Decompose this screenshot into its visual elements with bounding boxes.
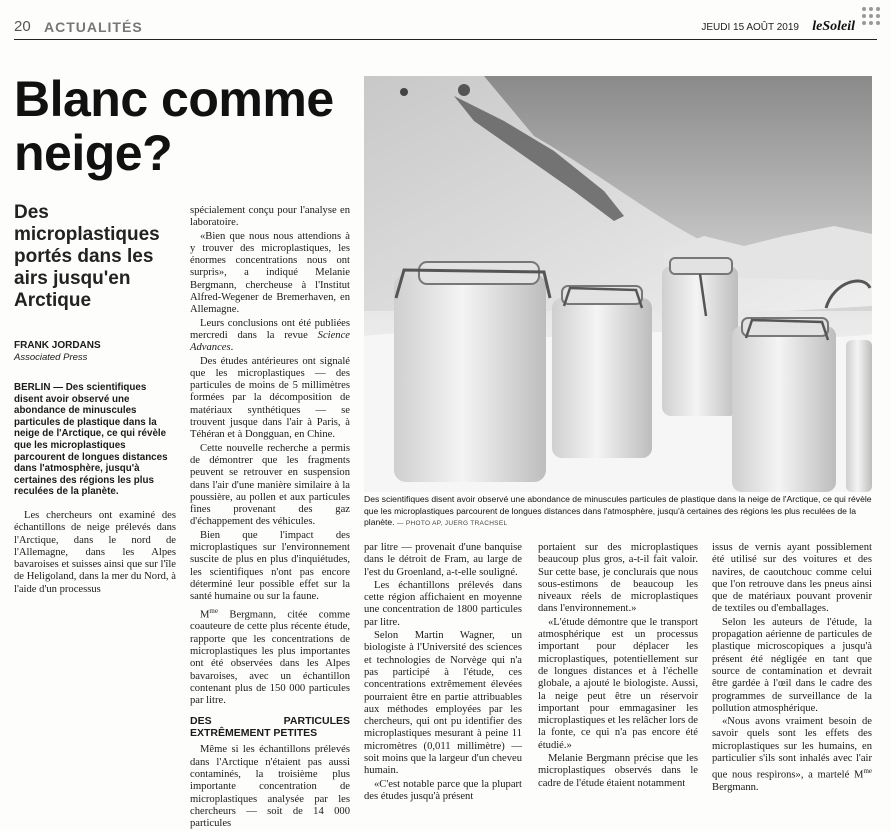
paragraph-text: Bergmann, citée comme coauteure de cette plus récente étude, rapporte que les concentrations de microplastiques les plus importantes ont été observées dans les Alpes bavaroises, avec un échantillon contenant plus de 150 000 particules par litre. <box>190 609 350 707</box>
photo-caption <box>364 494 872 530</box>
article-paragraph: Les chercheurs ont examiné des échantillons de neige prélevés dans l'Arctique, dans le nord de l'Allemagne, dans les Alpes bavaroises et suisses ainsi que sur l'île de Heligoland, dans la mer du Nord, à l'aide d'un processus <box>14 509 176 595</box>
article-paragraph: Selon les auteurs de l'étude, la propagation aérienne de particules de plastique microscopiques a jusqu'à présent été négligée en tant que source de contamination et devrait être gardée à l'œil dans le cadre des programmes de surveillance de la pollution atmosphérique. <box>712 616 872 714</box>
caption-text: Des scientifiques disent avoir observé une abondance de minuscules particules de plastique dans la neige de l'Arctique, ce qui révèle que les microplastiques parcourent de longues distances dans l'atmosphère, jusqu'à certaines des régions les plus reculées de la planète. <box>364 494 872 527</box>
article-paragraph: portaient sur des microplastiques beaucoup plus gros, a-t-il fait valoir. Sur cette base, je conclurais que nous sous-estimons de beaucoup les niveaux réels de microplastiques dans l'environnement.» <box>538 542 698 615</box>
article-paragraph: «L'étude démontre que le transport atmosphérique est un processus important pour déplacer les microplastiques, potentiellement sur de longues distances et à l'échelle globale, a ajouté le biologiste. Aussi, la neige peut être un réservoir important pour emmagasiner les microplastiques et les relâcher lors de la fonte, ce qui n'a pas encore été étudié.» <box>538 616 698 751</box>
article-paragraph: spécialement conçu pour l'analyse en laboratoire. <box>190 205 350 229</box>
article-lead: BERLIN — Des scientifiques disent avoir observé une abondance de minuscules particules de plastique dans la neige de l'Arctique, ce qui révèle que les microplastiques parcourent de longues distances dans l'atmosphère, jusqu'à certaines des régions les plus reculées de la planète. <box>14 382 168 498</box>
section-label: ACTUALITÉS <box>44 19 143 35</box>
newspaper-logo: leSoleil <box>812 19 855 34</box>
paragraph-text: Leurs conclusions ont été publiées mercredi dans la revue <box>190 317 350 341</box>
article-column-2 <box>190 205 350 831</box>
jar-2 <box>552 286 652 458</box>
article-paragraph: Cette nouvelle recherche a permis de démontrer que les fragments peuvent se retrouver en suspension dans l'air d'une manière similaire à la poussière, au pollen et aux particules fines provenant des gaz d'échappement des véhicules. <box>190 442 350 528</box>
paragraph-text: «Nous avons vraiment besoin de savoir quels sont les effets des microplastiques sur les humains, en particulier s'ils sont inhalés avec l'air que nous respirons», a martelé <box>712 716 872 781</box>
article-paragraph: Les échantillons prélevés dans cette région affichaient en moyenne une concentration de 1800 particules par litre. <box>364 579 522 628</box>
issue-date: JEUDI 15 AOÛT 2019 <box>701 22 799 33</box>
article-paragraph: «C'est notable parce que la plupart des études jusqu'à présent <box>364 778 522 802</box>
subheadline: Des microplastiques portés dans les airs jusqu'en Arctique <box>14 202 160 311</box>
article-paragraph: Melanie Bergmann précise que les microplastiques observés dans le cadre de l'étude étaient notamment <box>538 753 698 789</box>
article-paragraph <box>190 318 350 355</box>
journal-name: Science Advances <box>190 329 350 354</box>
article-column-1 <box>14 382 176 597</box>
paragraph-text: . <box>230 342 234 354</box>
jar-5 <box>846 340 872 492</box>
page-number: 20 <box>14 18 31 35</box>
article-paragraph: Selon Martin Wagner, un biologiste à l'Université des sciences et technologies de Norvège qui n'a pas participé à l'étude, ces concentrations extrêmement élevées pourraient être en partie attribuables aux méthodes employées par les chercheurs, qui ont pu identifier des microplastiques mesurant à peine 11 micromètres (0,011 millimètre) — soit moins que la largeur d'un cheveu humain. <box>364 630 522 777</box>
article-photo <box>364 76 872 492</box>
article-column-4 <box>538 542 698 791</box>
headline: Blanc comme neige? <box>14 71 334 181</box>
article-paragraph: «Nous avons vraiment besoin de savoir quels sont les effets des microplastiques sur les humains, en particulier s'ils sont inhalés avec l'air que nous respirons», a martelé $M^{me}$ Bergmann. <box>712 716 872 794</box>
masthead <box>14 14 877 40</box>
section-subtitle: DES PARTICULES EXTRÊMEMENT PETITES <box>190 715 350 740</box>
article-paragraph: Bien que l'impact des microplastiques sur l'environnement suscite de plus en plus d'inquiétudes, les scientifiques n'ont pas encore déterminé leur possible effet sur la santé humaine ou sur la faune. <box>190 529 350 603</box>
paragraph-text: Bergmann. <box>712 782 759 794</box>
jar-1 <box>394 262 550 482</box>
article-paragraph: Des études antérieures ont signalé que les microplastiques — des particules de moins de 5 millimètres formées par la décomposition de matériaux synthétiques — se trouvent jusque dans l'air à Paris, à Téhéran et à Dongguan, en Chine. <box>190 355 350 441</box>
snow-jars-photo <box>364 76 872 492</box>
article-paragraph: Même si les échantillons prélevés dans l'Arctique n'étaient pas aussi contaminés, la troisième plus importante concentration de microplastiques analysée par les chercheurs — soit de 14 000 particules <box>190 744 350 830</box>
menu-dots-icon[interactable] <box>861 6 881 26</box>
article-paragraph: «Bien que nous nous attendions à y trouver des microplastiques, les énormes concentrations nous ont surpris», a indiqué Melanie Bergmann, chercheuse à l'Institut Alfred-Wegener de Bremerhaven, en Allemagne. <box>190 230 350 316</box>
article-paragraph: issus de vernis ayant possiblement été utilisé sur des voitures et des navires, de caoutchouc comme celui que l'on retrouve dans les pneus ainsi que de matériaux pouvant provenir de textiles ou d'emballages. <box>712 542 872 615</box>
article-column-5 <box>712 542 872 795</box>
article-paragraph: par litre — provenait d'une banquise dans le détroit de Fram, au large de l'est du Groenland, a-t-elle souligné. <box>364 542 522 578</box>
jar-3 <box>662 258 738 416</box>
byline-agency: Associated Press <box>14 352 88 363</box>
honorific: me <box>863 767 872 776</box>
photo-credit: — PHOTO AP, JUERG TRACHSEL <box>396 520 508 527</box>
article-paragraph: $M^{me}$ Bergmann, citée comme coauteure de cette plus récente étude, rapporte que les concentrations de microplastiques les plus importantes ont été observées dans les Alpes bavaroises, avec un échantillon contenant plus de 150 000 particules par litre. <box>190 606 350 707</box>
byline-author: FRANK JORDANS <box>14 340 101 351</box>
article-column-3 <box>364 542 522 804</box>
honorific: me <box>209 606 218 615</box>
